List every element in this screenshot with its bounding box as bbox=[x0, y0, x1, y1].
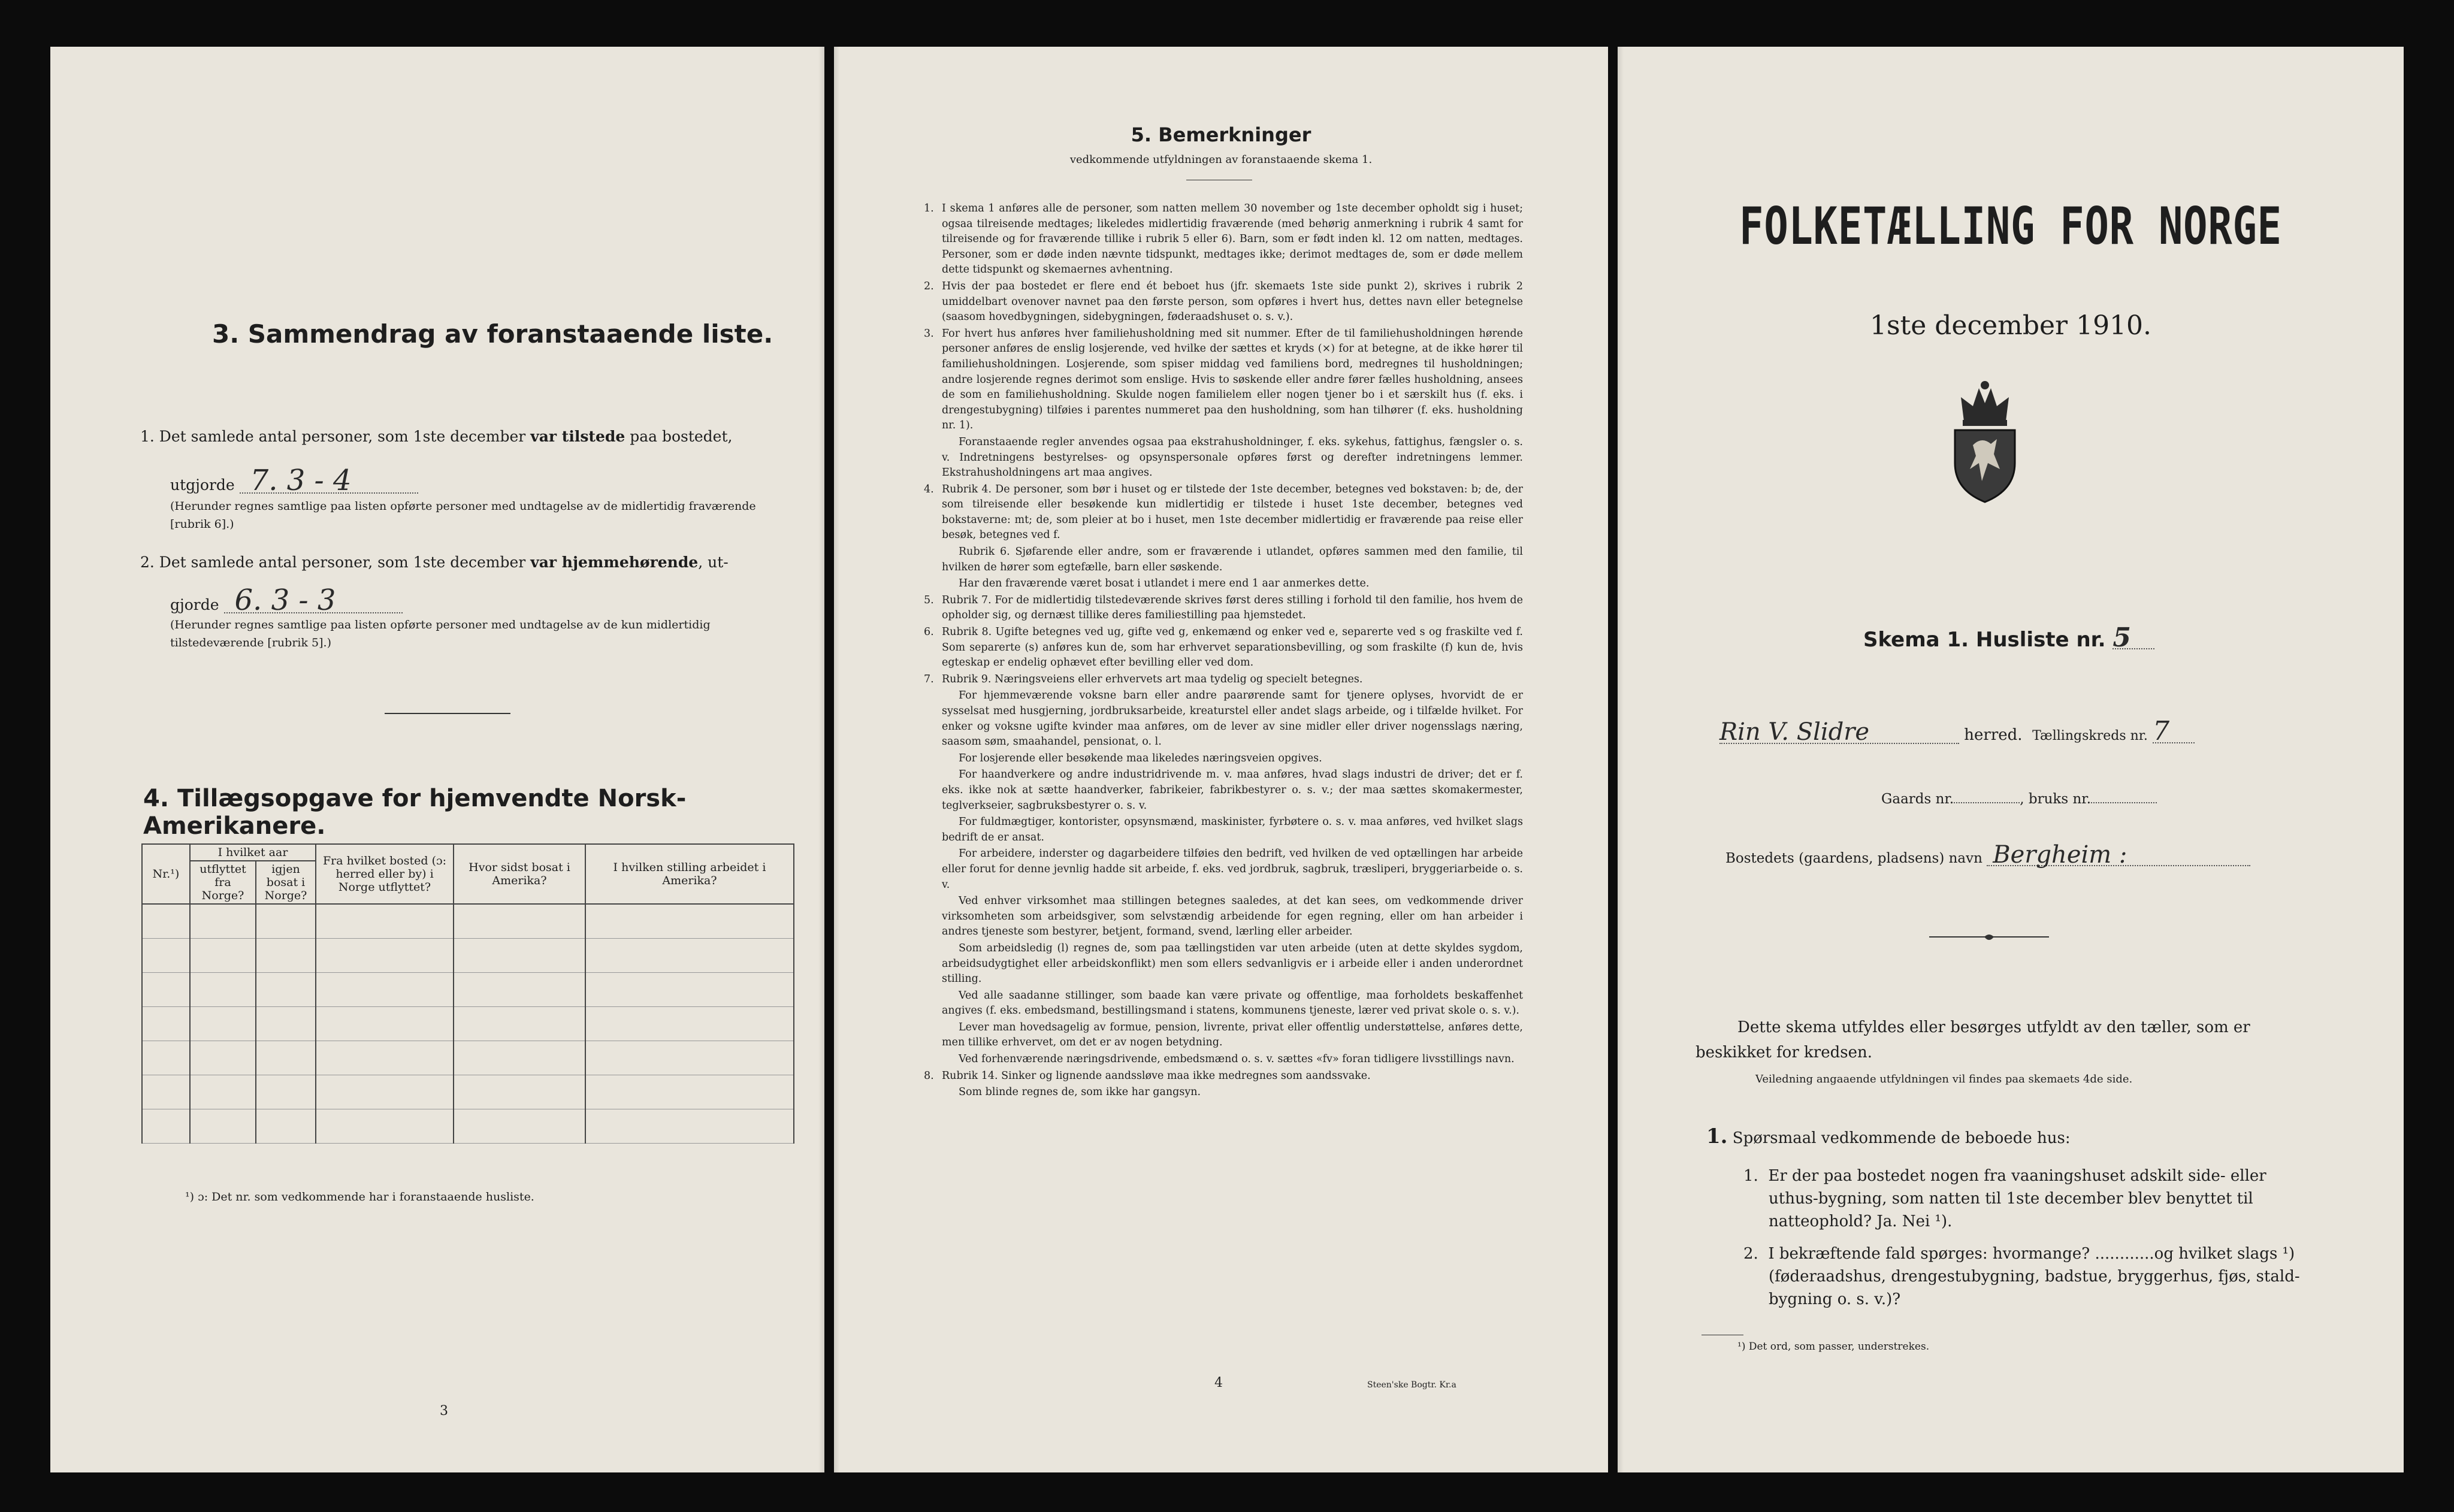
remark-text: Som blinde regnes de, som ikke har gangsyn. bbox=[959, 1086, 1201, 1099]
bruks-field bbox=[2091, 802, 2157, 803]
census-title: FOLKETÆLLING FOR NORGE bbox=[1739, 196, 2282, 256]
item-1-note: (Herunder regnes samtlige paa listen opførte personer med undtagelse av de midlertidig fraværende [rubrik 6].) bbox=[170, 500, 756, 531]
section-divider bbox=[385, 713, 510, 714]
tellingskreds-value: 7 bbox=[2153, 721, 2195, 743]
table-row bbox=[142, 904, 794, 939]
remark-text: Foranstaaende regler anvendes ogsaa paa ekstrahusholdninger, f. eks. sykehus, fattighus, fængsler o. s. v. Indretningens bestyrelses- og opsynspersonale opføres først og derefter indretningens lemmer. Ekstrahusholdningens art maa angives. bbox=[942, 436, 1523, 479]
remark-text: Lever man hovedsagelig av formue, pension, livrente, privat eller offentlig understøttelse, anføres dette, men tillike erhvervet, om det er av nogen betydning. bbox=[942, 1021, 1523, 1049]
skema-husliste bbox=[1863, 622, 2154, 653]
page-fold-shadow bbox=[818, 47, 824, 1472]
herred-value: Rin V. Slidre bbox=[1719, 721, 1959, 744]
remark-item bbox=[924, 688, 1523, 749]
gaards-label: Gaards nr. bbox=[1881, 791, 1954, 807]
page-fold-shadow bbox=[834, 47, 840, 1472]
remark-text: For hjemmeværende voksne barn eller andre paarørende samt for tjenere oplyses, hvorvidt de er sysselsat med husgjerning, jordbruksarbeide, kreaturstel eller andet slags arbeide, og i tilfælde hvilket. For enker og voksne ugifte kvinder maa anføres, om de lever av sine midler eller driver nogensslags næring, saasom søm, smaahandel, pensionat, o. l. bbox=[942, 690, 1523, 748]
item-1-utgjorde bbox=[170, 464, 418, 499]
remarks-title: 5. Bemerkninger bbox=[1131, 123, 1311, 146]
page-fold-shadow bbox=[1618, 47, 1624, 1472]
questions-header bbox=[1706, 1125, 2071, 1150]
section-4-title: 4. Tillægsopgave for hjemvendte Norsk-Amerikanere. bbox=[143, 785, 687, 840]
remark-item bbox=[924, 1069, 1523, 1084]
table-row bbox=[142, 973, 794, 1007]
col-nr: Nr.¹) bbox=[142, 844, 190, 904]
remark-item bbox=[924, 545, 1523, 575]
item-1-handwritten-count: 7. 3 - 4 bbox=[240, 468, 418, 494]
census-date: 1ste december 1910. bbox=[1869, 310, 2152, 341]
remark-item bbox=[924, 482, 1523, 543]
remark-item bbox=[924, 435, 1523, 481]
herred-line bbox=[1719, 716, 2195, 748]
remarks-subtitle: vedkommende utfyldningen av foranstaaende skema 1. bbox=[1069, 153, 1373, 166]
page-4-remarks bbox=[834, 47, 1608, 1472]
remark-item bbox=[924, 815, 1523, 845]
remark-text: Har den fraværende været bosat i utlandet i mere end 1 aar anmerkes dette. bbox=[959, 577, 1370, 590]
table-header-row-1 bbox=[142, 844, 794, 861]
remark-item bbox=[924, 1052, 1523, 1068]
table-row bbox=[142, 1075, 794, 1109]
remark-number: 7. bbox=[924, 673, 934, 685]
item-2-text-end: , ut- bbox=[698, 554, 729, 571]
remark-text: Ved enhver virksomhet maa stillingen betegnes saaledes, at det kan sees, om vedkommende driver virksomheten som arbeidsgiver, som selvstændig arbeidende for egen regning, eller om han arbeider i andres tjeneste som bestyrer, betjent, formand, svend, lærling eller arbeider. bbox=[942, 895, 1523, 938]
skema-label: Skema 1. Husliste nr. bbox=[1863, 628, 2106, 652]
remark-item bbox=[924, 751, 1523, 767]
item-1-text-end: paa bostedet, bbox=[625, 428, 733, 445]
item-1-emphasis: var tilstede bbox=[530, 428, 625, 445]
remark-text: Rubrik 9. Næringsveiens eller erhvervets art maa tydelig og specielt betegnes. bbox=[942, 673, 1363, 685]
remark-item bbox=[924, 1085, 1523, 1100]
table-row bbox=[142, 939, 794, 973]
gaards-line bbox=[1881, 788, 2157, 811]
bosted-line bbox=[1725, 841, 2250, 870]
table-row bbox=[142, 1041, 794, 1075]
questions-header-text: Spørsmaal vedkommende de beboede hus: bbox=[1732, 1129, 2071, 1147]
remark-item bbox=[924, 767, 1523, 814]
q1-number: 1. bbox=[1743, 1167, 1758, 1185]
item-2-emphasis: var hjemmehørende bbox=[530, 554, 699, 571]
remark-item bbox=[924, 846, 1523, 893]
summary-item-2 bbox=[140, 549, 787, 576]
item-1-text: 1. Det samlede antal personer, som 1ste december bbox=[140, 428, 531, 445]
veiledning-note: Veiledning angaaende utfyldningen vil findes paa skemaets 4de side. bbox=[1755, 1073, 2133, 1085]
table-row bbox=[142, 1007, 794, 1041]
remark-text: Rubrik 6. Sjøfarende eller andre, som er fraværende i utlandet, opføres sammen med den familie, til hvilken de hører som egtefælle, barn eller søskende. bbox=[942, 546, 1523, 573]
cover-footnote: ¹) Det ord, som passer, understrekes. bbox=[1737, 1341, 1930, 1353]
remark-number: 5. bbox=[924, 594, 934, 606]
remark-item bbox=[924, 201, 1523, 278]
remark-number: 2. bbox=[924, 280, 934, 292]
item-2-utgjorde bbox=[170, 583, 403, 619]
page-number-4: 4 bbox=[1214, 1375, 1223, 1390]
bruks-label: , bruks nr. bbox=[2020, 791, 2092, 807]
page-3-summary bbox=[50, 47, 824, 1472]
item-1-utgjorde-label: utgjorde bbox=[170, 476, 235, 494]
remark-number: 4. bbox=[924, 483, 934, 495]
q1-line-2: uthus-bygning, som natten til 1ste december blev benyttet til bbox=[1769, 1190, 2253, 1208]
q2-line-2: (føderaadshus, drengestubygning, badstue, bryggerhus, fjøs, stald- bbox=[1769, 1268, 2300, 1286]
remark-text: Ved alle saadanne stillinger, som baade kan være private og offentlige, maa forholdets beskaffenhet angives (f. eks. embedsmand, bestillingsmand i statens, kommunens tjeneste, lærer ved privat skole o. s. v.). bbox=[942, 989, 1523, 1017]
instruction-l2: beskikket for kredsen. bbox=[1696, 1044, 1872, 1062]
remark-text: For arbeidere, inderster og dagarbeidere tilføies den bedrift, ved hvilken de ved optællingen har arbeide eller forut for denne jevnlig hadde sit arbeide, f. eks. ved jordbruk, sagbruk, træsliperi, bryggeriarbeide o. s. v. bbox=[942, 848, 1523, 891]
col-emigrated: utflyttet fra Norge? bbox=[190, 861, 256, 904]
item-2-text: 2. Det samlede antal personer, som 1ste december bbox=[140, 554, 531, 571]
remark-text: Rubrik 7. For de midlertidig tilstedeværende skrives først deres stilling i forhold til den familie, hos hvem de opholder sig, og dernæst tillike deres familiestilling paa hjemstedet. bbox=[942, 594, 1523, 622]
item-2-utgjorde-label: gjorde bbox=[170, 596, 219, 613]
ornament-divider-icon bbox=[1929, 932, 2049, 944]
remark-text: Rubrik 14. Sinker og lignende aandssløve maa ikke medregnes som aandssvake. bbox=[942, 1069, 1371, 1082]
gaards-field bbox=[1954, 802, 2020, 803]
remark-item bbox=[924, 576, 1523, 592]
remark-text: For hvert hus anføres hver familiehusholdning med sit nummer. Efter de til familiehusholdningen hørende personer anføres de enslig losjerende, ved hvilke der sættes et kryds (×) for at betegne, at de ikke hører til familiehusholdningen. Losjerende, som spiser middag ved familiens bord, medregnes til husholdningen; andre losjerende regnes derimot som enslige. Hvis to søskende eller andre fører fælles husholdning, ansees de som en familiehusholdning. Skulde nogen familielem eller nogen tjener bo i et særskilt hus (f. eks. i drengestubygning) tilføies i parentes nummeret paa den husholdning, som han tilhører (f. eks. husholdning nr. 1). bbox=[942, 327, 1523, 432]
remark-text: I skema 1 anføres alle de personer, som natten mellem 30 november og 1ste december opholdt sig i huset; ogsaa tilreisende medtages; likeledes midlertidig fraværende (med behørig anmerkning i rubrik 4 samt for tilreisende og for fraværende tillike i rubrik 5 eller 6). Barn, som er født inden kl. 12 om natten, medtages. Personer, som er døde inden nævnte tidspunkt, medtages ikke; derimot medtages de, som er døde mellem dette tidspunkt og skemaernes avhentning. bbox=[942, 202, 1523, 276]
remark-text: Hvis der paa bostedet er flere end ét beboet hus (jfr. skemaets 1ste side punkt 2), skrives i rubrik 2 umiddelbart ovenover navnet paa den første person, som opføres i hvert hus, dettes navn eller betegnelse (saasom hovedbygningen, sidebygningen, føderaadshuset o. s. v.). bbox=[942, 280, 1523, 323]
remarks-list bbox=[924, 201, 1523, 1102]
remark-item bbox=[924, 593, 1523, 624]
remark-item bbox=[924, 894, 1523, 940]
q2-number: 2. bbox=[1743, 1245, 1758, 1263]
remark-text: For haandverkere og andre industridrivende m. v. maa anføres, hvad slags industri de driver; det er f. eks. ikke nok at sætte haandverker, fabrikeier, fabrikbestyrer o. s. v.; der maa sættes skomakermester, teglverkseier, sagbruksbestyrer o. s. v. bbox=[942, 769, 1523, 812]
col-from-place: Fra hvilket bosted (ɔ: herred eller by) i Norge utflyttet? bbox=[316, 844, 454, 904]
remark-text: For losjerende eller besøkende maa likeledes næringsveien opgives. bbox=[959, 752, 1322, 764]
col-group-year: I hvilket aar bbox=[190, 844, 316, 861]
remark-item bbox=[924, 1020, 1523, 1051]
remark-item bbox=[924, 279, 1523, 325]
page-number-3: 3 bbox=[440, 1404, 448, 1419]
remark-text: For fuldmægtiger, kontorister, opsynsmænd, maskinister, fyrbøtere o. s. v. maa anføres, ved hvilket slags bedrift de er ansat. bbox=[942, 816, 1523, 843]
page-1-cover bbox=[1618, 47, 2404, 1472]
question-2 bbox=[1743, 1242, 2373, 1311]
census-title-wrap bbox=[1618, 196, 2404, 256]
q2-line-3: bygning o. s. v.)? bbox=[1769, 1290, 1901, 1308]
q2-line-1: I bekræftende fald spørges: hvormange? ............og hvilket slags ¹) bbox=[1768, 1245, 2295, 1263]
remark-item bbox=[924, 625, 1523, 671]
norsk-amerikanere-table bbox=[141, 843, 794, 1144]
remark-text: Ved forhenværende næringsdrivende, embedsmænd o. s. v. sættes «fv» foran tidligere livsstillings navn. bbox=[959, 1053, 1515, 1066]
tellingskreds-label: Tællingskreds nr. bbox=[2032, 728, 2148, 743]
remark-item bbox=[924, 988, 1523, 1019]
remark-text: Rubrik 8. Ugifte betegnes ved ug, gifte ved g, enkemænd og enker ved e, separerte ved s og fraskilte ved f. Som separerte (s) anføres kun de, som har erhvervet separationsbevilling, og som fraskilte (f) kun de, hvis egteskap er endelig ophævet efter bevilling eller ved dom. bbox=[942, 626, 1523, 669]
col-returned: igjen bosat i Norge? bbox=[256, 861, 316, 904]
herred-label: herred. bbox=[1964, 726, 2023, 744]
remark-number: 6. bbox=[924, 626, 934, 639]
instruction-l1: Dette skema utfyldes eller besørges utfyldt av den tæller, som er bbox=[1737, 1018, 2250, 1036]
remark-text: Som arbeidsledig (l) regnes de, som paa tællingstiden var uten arbeide (uten at dette skyldes sygdom, arbeidsudygtighet eller arbeidskonflikt) men som ellers sedvanligvis er i arbeide eller i anden underordnet stilling. bbox=[942, 942, 1523, 985]
section-3-title: 3. Sammendrag av foranstaaende liste. bbox=[212, 319, 773, 349]
item-2-note: (Herunder regnes samtlige paa listen opførte personer med undtagelse av de kun midlertidig tilstedeværende [rubrik 5].) bbox=[170, 618, 711, 649]
table-footnote: ¹) ɔ: Det nr. som vedkommende har i foranstaaende husliste. bbox=[185, 1190, 534, 1203]
remark-text: Rubrik 4. De personer, som bør i huset og er tilstede der 1ste december, betegnes ved bokstaven: b; de, der som tilreisende eller besøkende kun midlertidig er tilstede i huset 1ste december, betegnes ved bokstaverne: mt; de, som pleier at bo i huset, men 1ste december midlertidig er fraværende paa reise eller besøk, betegnes ved f. bbox=[942, 483, 1523, 542]
col-last-residence: Hvor sidst bosat i Amerika? bbox=[454, 844, 585, 904]
coat-of-arms-icon bbox=[1946, 379, 2024, 505]
remark-number: 8. bbox=[924, 1069, 934, 1082]
q1-line-1: Er der paa bostedet nogen fra vaaningshuset adskilt side- eller bbox=[1768, 1167, 2266, 1185]
questions-header-number: 1. bbox=[1706, 1124, 1728, 1148]
remark-number: 1. bbox=[924, 202, 934, 214]
bosted-value: Bergheim : bbox=[1987, 845, 2250, 866]
question-1 bbox=[1743, 1165, 2373, 1233]
col-occupation: I hvilken stilling arbeidet i Amerika? bbox=[585, 844, 794, 904]
q1-line-3: natteophold? Ja. Nei ¹). bbox=[1769, 1212, 1953, 1230]
husliste-number: 5 bbox=[2113, 628, 2154, 649]
remark-item bbox=[924, 672, 1523, 688]
bosted-label: Bostedets (gaardens, pladsens) navn bbox=[1725, 851, 1982, 866]
printer-mark: Steen'ske Bogtr. Kr.a bbox=[1367, 1380, 1456, 1390]
remark-item bbox=[924, 326, 1523, 434]
item-2-handwritten-count: 6. 3 - 3 bbox=[224, 588, 403, 613]
remark-item bbox=[924, 941, 1523, 987]
summary-item-1 bbox=[140, 423, 787, 450]
remark-number: 3. bbox=[924, 327, 934, 340]
table-row bbox=[142, 1109, 794, 1144]
